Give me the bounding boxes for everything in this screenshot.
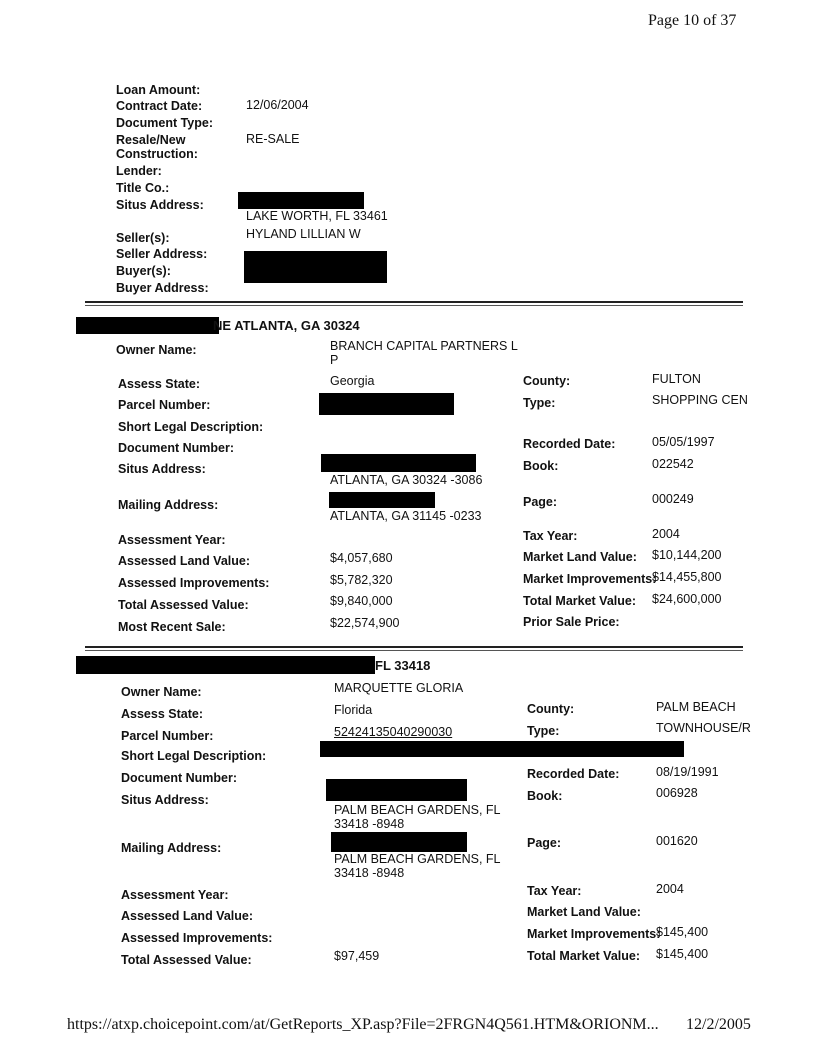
type-label: Type: <box>523 396 556 410</box>
tax-year-value: 2004 <box>652 527 680 541</box>
document-type-label: Document Type: <box>116 116 213 130</box>
situs-address-label: Situs Address: <box>121 793 209 807</box>
market-improvements-label: Market Improvements: <box>527 927 661 941</box>
record-header: FL 33418 <box>375 658 431 673</box>
assessed-improvements-label: Assessed Improvements: <box>118 576 270 590</box>
total-market-value: $24,600,000 <box>652 592 722 606</box>
tax-year-label: Tax Year: <box>527 884 582 898</box>
sellers-label: Seller(s): <box>116 231 170 245</box>
loan-amount-label: Loan Amount: <box>116 83 201 97</box>
owner-name-line2: P <box>330 353 339 367</box>
redaction-bar <box>238 192 364 209</box>
assess-state-label: Assess State: <box>121 707 203 721</box>
mailing-address-line2: 33418 -8948 <box>334 866 405 880</box>
recorded-date-label: Recorded Date: <box>527 767 620 781</box>
page-label: Page: <box>523 495 558 509</box>
tax-year-label: Tax Year: <box>523 529 578 543</box>
county-label: County: <box>523 374 571 388</box>
record-header: NE ATLANTA, GA 30324 <box>213 318 360 333</box>
assessed-improvements-value: $5,782,320 <box>330 573 393 587</box>
mailing-address-label: Mailing Address: <box>118 498 219 512</box>
most-recent-sale-value: $22,574,900 <box>330 616 400 630</box>
page-number: Page 10 of 37 <box>648 12 737 29</box>
total-assessed-value: $9,840,000 <box>330 594 393 608</box>
page-label: Page: <box>527 836 562 850</box>
tax-year-value: 2004 <box>656 882 684 896</box>
market-land-label: Market Land Value: <box>527 905 641 919</box>
owner-name-line1: BRANCH CAPITAL PARTNERS L <box>330 339 518 353</box>
most-recent-sale-label: Most Recent Sale: <box>118 620 226 634</box>
assess-state-value: Georgia <box>330 374 375 388</box>
assessment-year-label: Assessment Year: <box>121 888 229 902</box>
mailing-address-value: ATLANTA, GA 31145 -0233 <box>330 509 482 523</box>
county-value: FULTON <box>652 372 701 386</box>
book-label: Book: <box>523 459 559 473</box>
total-assessed-label: Total Assessed Value: <box>118 598 249 612</box>
parcel-number-label: Parcel Number: <box>118 398 211 412</box>
recorded-date-value: 05/05/1997 <box>652 435 715 449</box>
short-legal-label: Short Legal Description: <box>121 749 267 763</box>
market-improvements-label: Market Improvements: <box>523 572 657 586</box>
section-divider <box>85 301 743 303</box>
book-label: Book: <box>527 789 563 803</box>
resale-label-line2: Construction: <box>116 147 198 161</box>
redaction-bar <box>321 454 476 472</box>
total-market-value: $145,400 <box>656 947 709 961</box>
buyers-label: Buyer(s): <box>116 264 171 278</box>
parcel-number-link[interactable]: 52424135040290030 <box>334 725 453 739</box>
lender-label: Lender: <box>116 164 162 178</box>
owner-name-label: Owner Name: <box>121 685 202 699</box>
county-label: County: <box>527 702 575 716</box>
type-label: Type: <box>527 724 560 738</box>
section-divider <box>85 305 743 306</box>
situs-address-line1: PALM BEACH GARDENS, FL <box>334 803 501 817</box>
total-market-label: Total Market Value: <box>527 949 640 963</box>
resale-value: RE-SALE <box>246 132 300 146</box>
situs-address-value: LAKE WORTH, FL 33461 <box>246 209 388 223</box>
total-assessed-label: Total Assessed Value: <box>121 953 252 967</box>
type-value: SHOPPING CEN <box>652 393 748 407</box>
document-number-label: Document Number: <box>121 771 237 785</box>
redaction-bar <box>76 656 375 674</box>
resale-label-line1: Resale/New <box>116 133 186 147</box>
redaction-bar <box>331 832 467 852</box>
redaction-bar <box>319 393 454 415</box>
document-number-label: Document Number: <box>118 441 234 455</box>
situs-address-label: Situs Address: <box>118 462 206 476</box>
recorded-date-value: 08/19/1991 <box>656 765 719 779</box>
sellers-value: HYLAND LILLIAN W <box>246 227 361 241</box>
situs-address-value: ATLANTA, GA 30324 -3086 <box>330 473 483 487</box>
short-legal-label: Short Legal Description: <box>118 420 264 434</box>
contract-date-label: Contract Date: <box>116 99 203 113</box>
situs-address-line2: 33418 -8948 <box>334 817 405 831</box>
assessment-year-label: Assessment Year: <box>118 533 226 547</box>
recorded-date-label: Recorded Date: <box>523 437 616 451</box>
assessed-improvements-label: Assessed Improvements: <box>121 931 273 945</box>
market-improvements-value: $145,400 <box>656 925 709 939</box>
redaction-bar <box>244 251 387 283</box>
market-land-label: Market Land Value: <box>523 550 637 564</box>
total-market-label: Total Market Value: <box>523 594 636 608</box>
market-improvements-value: $14,455,800 <box>652 570 722 584</box>
prior-sale-label: Prior Sale Price: <box>523 615 620 629</box>
footer-url[interactable]: https://atxp.choicepoint.com/at/GetReports_XP.asp?File=2FRGN4Q561.HTM&ORIONM... <box>67 1016 659 1033</box>
mailing-address-line1: PALM BEACH GARDENS, FL <box>334 852 501 866</box>
book-value: 006928 <box>656 786 698 800</box>
total-assessed-value: $97,459 <box>334 949 380 963</box>
assessed-land-label: Assessed Land Value: <box>121 909 254 923</box>
section-divider <box>85 646 743 648</box>
buyer-address-label: Buyer Address: <box>116 281 209 295</box>
assess-state-value: Florida <box>334 703 373 717</box>
redaction-bar <box>326 779 467 801</box>
market-land-value: $10,144,200 <box>652 548 722 562</box>
owner-name-value: MARQUETTE GLORIA <box>334 681 464 695</box>
book-value: 022542 <box>652 457 694 471</box>
redaction-bar <box>320 741 684 757</box>
seller-address-label: Seller Address: <box>116 247 208 261</box>
assessed-land-value: $4,057,680 <box>330 551 393 565</box>
assessed-land-label: Assessed Land Value: <box>118 554 251 568</box>
owner-name-label: Owner Name: <box>116 343 197 357</box>
redaction-bar <box>329 492 435 508</box>
situs-address-label: Situs Address: <box>116 198 204 212</box>
section-divider <box>85 650 743 651</box>
page-value: 000249 <box>652 492 694 506</box>
mailing-address-label: Mailing Address: <box>121 841 222 855</box>
title-co-label: Title Co.: <box>116 181 170 195</box>
parcel-number-label: Parcel Number: <box>121 729 214 743</box>
redaction-bar <box>76 317 219 334</box>
assess-state-label: Assess State: <box>118 377 200 391</box>
page-value: 001620 <box>656 834 698 848</box>
footer-date: 12/2/2005 <box>686 1016 751 1033</box>
contract-date-value: 12/06/2004 <box>246 98 309 112</box>
county-value: PALM BEACH <box>656 700 736 714</box>
type-value: TOWNHOUSE/R <box>656 721 751 735</box>
